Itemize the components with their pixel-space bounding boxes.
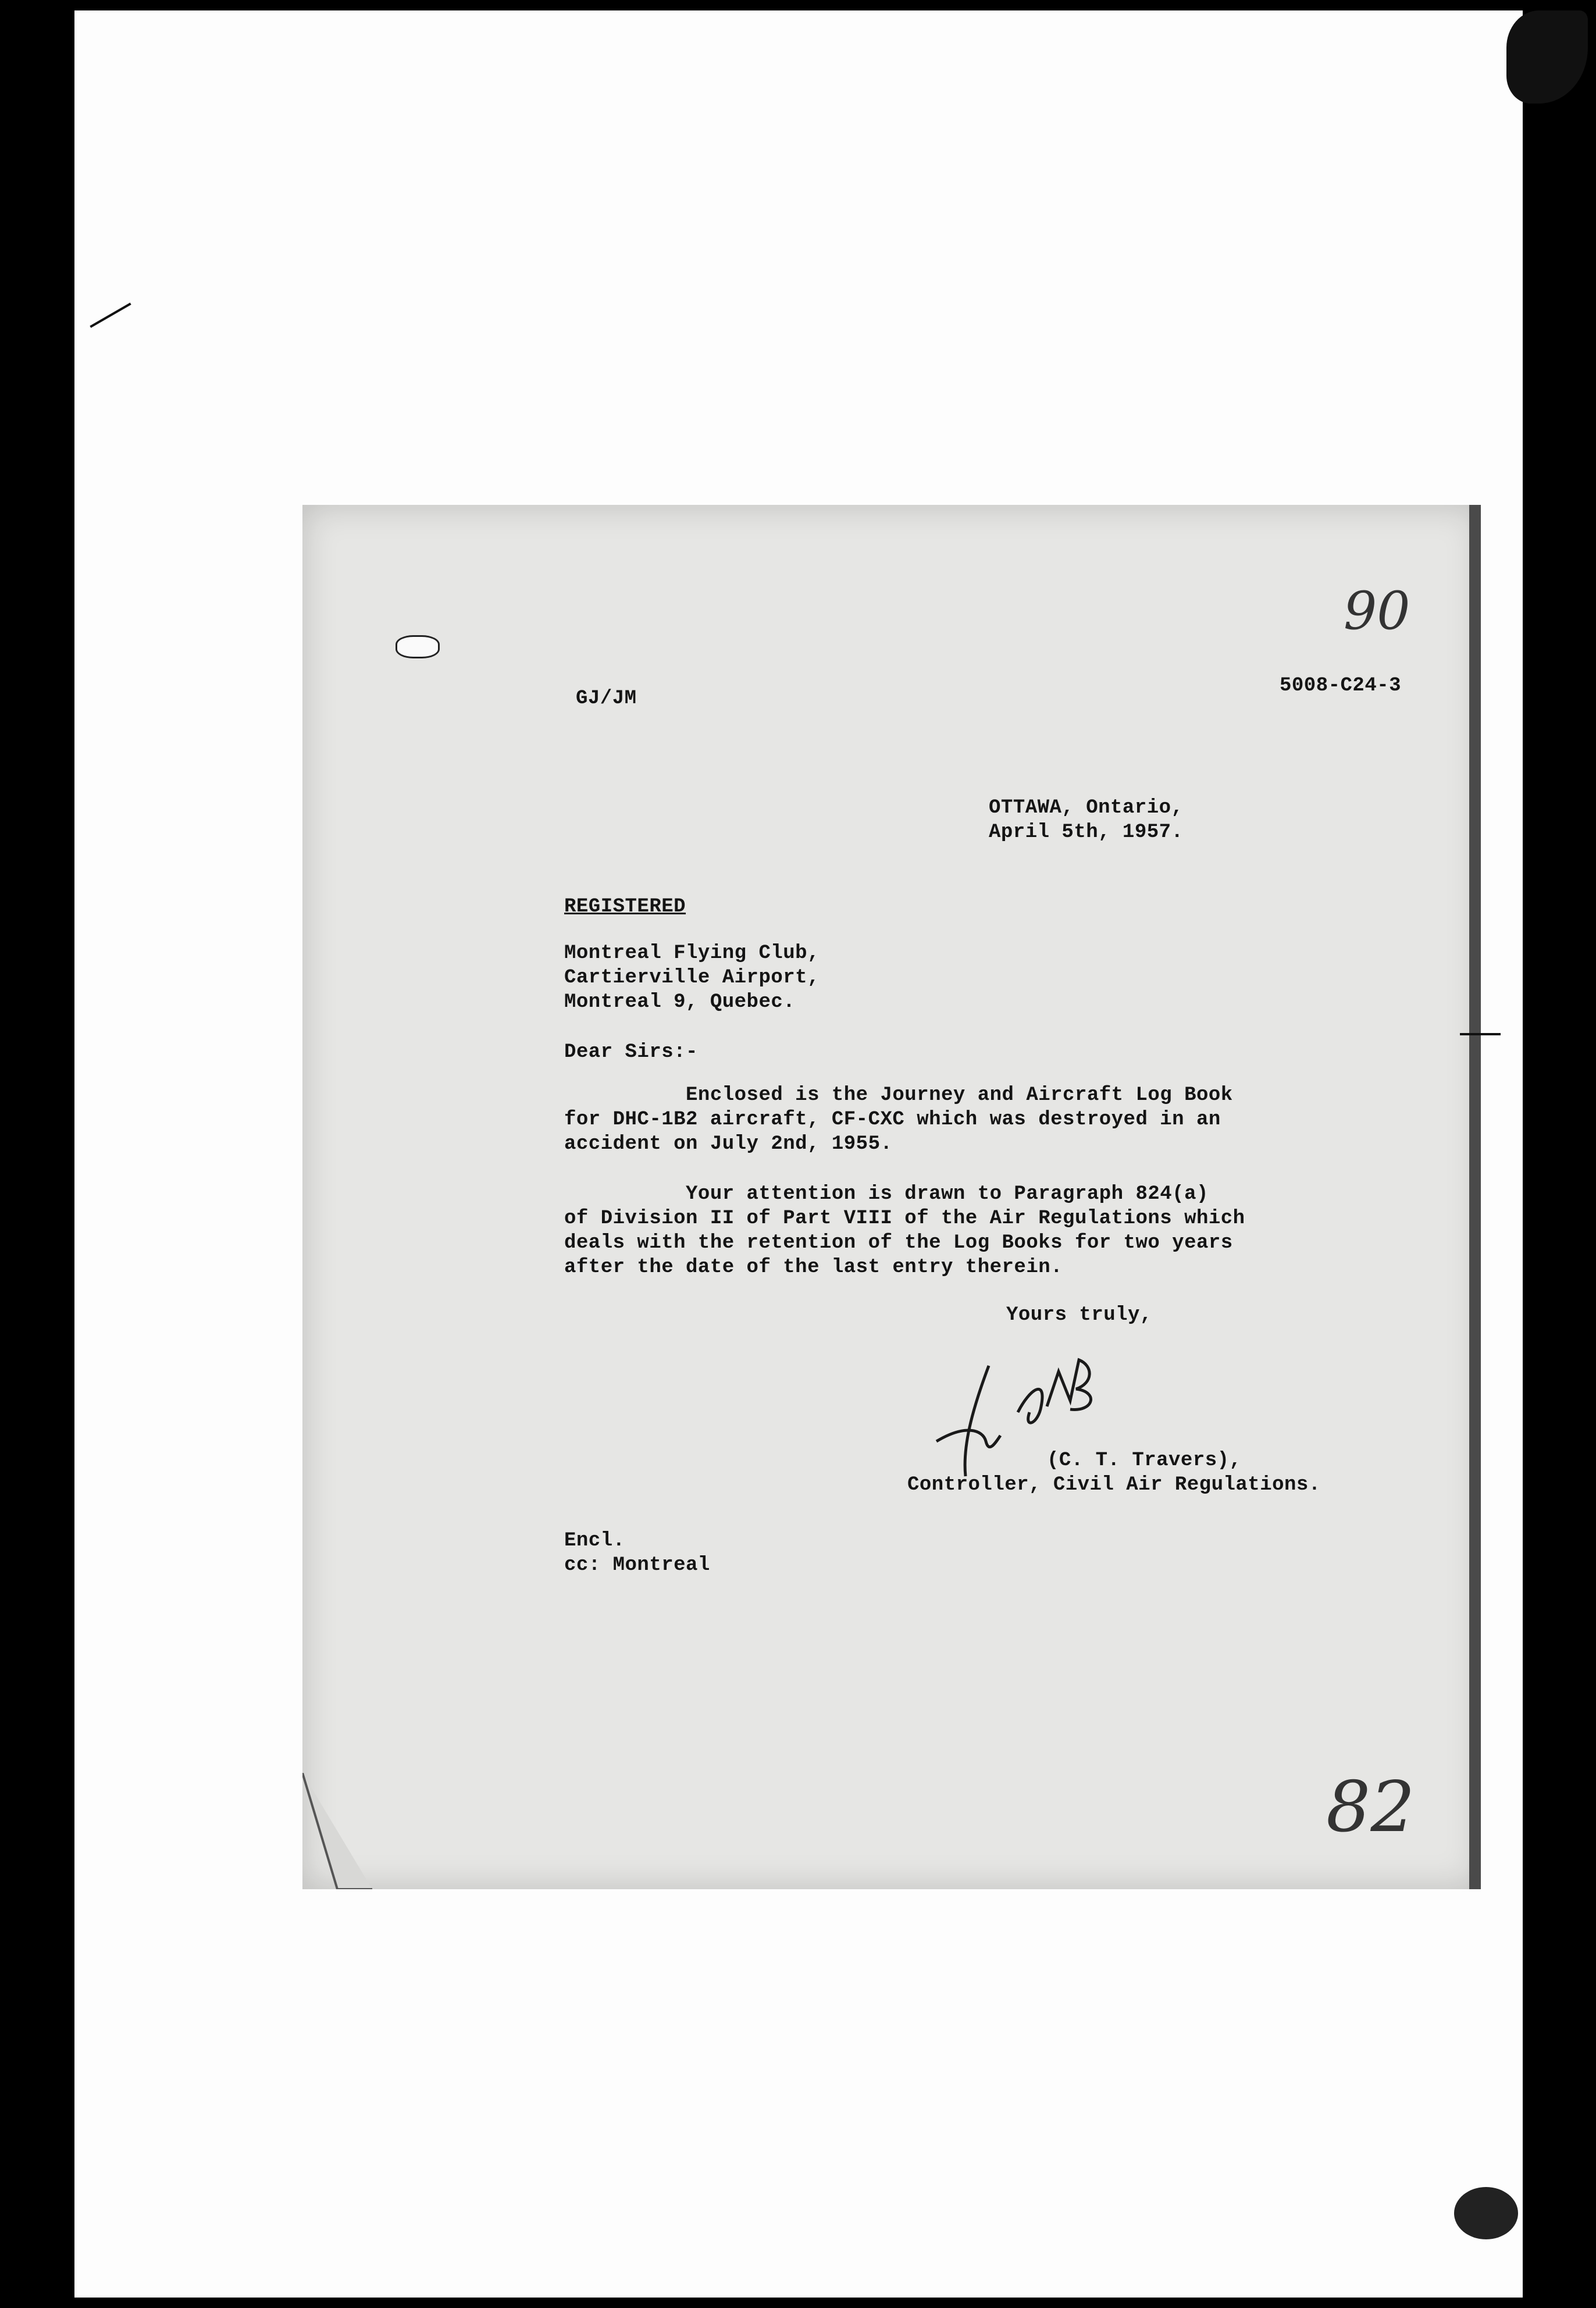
paragraph-1-line-1: Enclosed is the Journey and Aircraft Log Book — [564, 1084, 1233, 1106]
punch-hole — [396, 635, 440, 658]
page-mark: 90 — [1344, 580, 1410, 642]
cc-note: cc: Montreal — [564, 1554, 710, 1576]
registered-heading: REGISTERED — [564, 896, 686, 918]
film-scratch — [1460, 1033, 1501, 1035]
salutation: Dear Sirs:- — [564, 1041, 698, 1063]
bottom-mark: 82 — [1326, 1767, 1415, 1848]
paragraph-2-line-4: after the date of the last entry therein. — [564, 1256, 1063, 1278]
paragraph-2-line-2: of Division II of Part VIII of the Air Regulations which — [564, 1208, 1245, 1230]
film-blot — [1454, 2187, 1518, 2239]
paper-edge — [1469, 505, 1481, 1889]
curled-corner — [302, 1773, 372, 1889]
closing: Yours truly, — [1006, 1304, 1152, 1326]
dateline-date: April 5th, 1957. — [989, 821, 1184, 843]
paragraph-2-line-1: Your attention is drawn to Paragraph 824(a) — [564, 1183, 1209, 1205]
paragraph-1-line-3: accident on July 2nd, 1955. — [564, 1133, 893, 1155]
film-blot — [1506, 10, 1588, 104]
paragraph-2-line-3: deals with the retention of the Log Books for two years — [564, 1232, 1233, 1254]
dateline-place: OTTAWA, Ontario, — [989, 797, 1184, 819]
signer-title: Controller, Civil Air Regulations. — [907, 1474, 1321, 1496]
address-line-1: Montreal Flying Club, — [564, 942, 820, 964]
address-line-2: Cartierville Airport, — [564, 967, 820, 989]
file-initials: GJ/JM — [576, 688, 637, 710]
paragraph-1-line-2: for DHC-1B2 aircraft, CF-CXC which was destroyed in an — [564, 1109, 1221, 1131]
signer-name: (C. T. Travers), — [1047, 1449, 1242, 1472]
address-line-3: Montreal 9, Quebec. — [564, 991, 796, 1013]
letter-page — [302, 505, 1481, 1889]
enclosure-note: Encl. — [564, 1530, 625, 1552]
file-number: 5008-C24-3 — [1280, 675, 1402, 697]
